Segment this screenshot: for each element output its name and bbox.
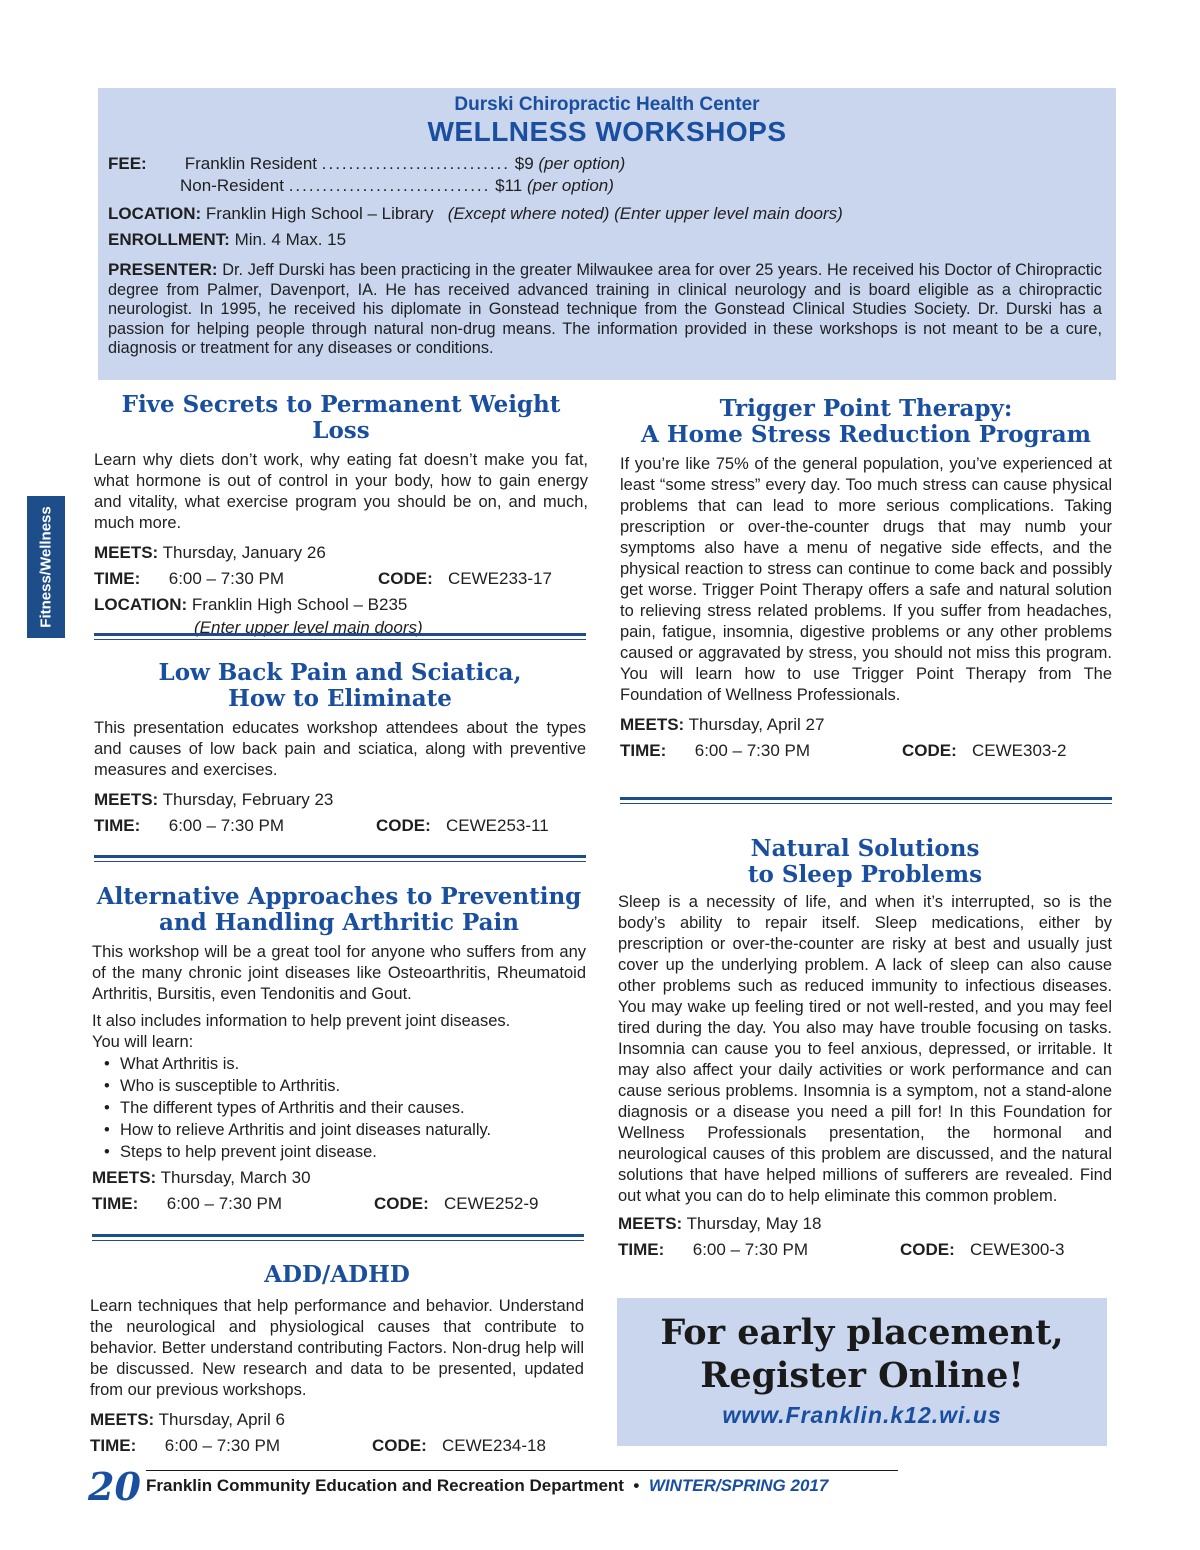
workshop-description: This presentation educates workshop attendees about the types and causes of low back pain and sciatica, along with preventive measures and exercises. [94,719,586,779]
code-label: CODE: [376,816,431,835]
list-item: • The different types of Arthritis and their causes. [104,1097,586,1119]
location-row [108,204,843,224]
meets-label: MEETS: [92,1168,157,1187]
nonresident-note: (per option) [526,176,614,195]
org-name: Durski Chiropractic Health Center [454,94,760,115]
time-value: 6:00 – 7:30 PM [168,569,285,588]
fee-label: FEE: [108,154,147,173]
meets-row [92,1165,586,1191]
section-side-tab [27,496,65,638]
workshop-title-line2: A Home Stress Reduction Program [641,421,1091,448]
location-value: Franklin High School – Library [205,204,434,223]
time-row [90,1433,584,1459]
code-value: CEWE233-17 [448,569,552,588]
resident-price: $9 [514,154,534,173]
workshop-description-3: You will learn: [92,1033,194,1051]
footer-text [146,1476,828,1496]
fee-nonresident-row [180,176,614,196]
enrollment-label: ENROLLMENT: [108,230,230,249]
meets-label: MEETS: [620,715,685,734]
section-divider [92,1234,584,1241]
location-label: LOCATION: [108,204,202,223]
list-item: • What Arthritis is. [104,1053,586,1075]
time-row [92,1191,586,1217]
meets-row [94,787,586,813]
meets-label: MEETS: [94,790,159,809]
time-label: TIME: [92,1194,139,1213]
register-online-box [617,1298,1107,1446]
code-value: CEWE234-18 [442,1436,546,1455]
workshop-description: Learn why diets don’t work, why eating fat doesn’t make you fat, what hormone is out of control in your body, how to gain energy and vitality, what exercise program you should be on, and much, much more. [94,451,588,532]
workshop-low-back-pain [94,660,586,839]
nonresident-label: Non-Resident [180,176,284,195]
time-row [94,566,588,592]
workshop-sleep-problems [618,836,1112,1263]
time-value: 6:00 – 7:30 PM [694,741,811,760]
workshop-description: If you’re like 75% of the general population, you’ve experienced at least “some stress” every day. Too much stress can cause physical problems that can lead to more serious complications. Taking prescription or over-the-counter drugs that may numb your symptoms also have a menu of negative side effects, and the physical reaction to stress can continue to come back and possibly get worse. Trigger Point Therapy offers a safe and natural solution to relieving stress related problems. If you suffer from headaches, pain, fatigue, insomnia, digestive problems or any other problems caused or aggravated by stress, you should not miss this program. You will learn how to use Trigger Point Therapy from The Foundation of Wellness Professionals. [620,455,1112,704]
meets-value: Thursday, April 6 [158,1410,285,1429]
season-label: WINTER/SPRING 2017 [648,1476,829,1495]
location-row [94,592,588,618]
time-label: TIME: [94,816,141,835]
workshop-title-line1: Trigger Point Therapy: [719,395,1013,422]
footer-bullet: • [633,1476,640,1495]
time-label: TIME: [620,741,667,760]
workshop-description: Sleep is a necessity of life, and when it’s interrupted, so is the body’s ability to repair itself. Sleep medications, either by prescription or over-the-counter are risky at best and usually just cover up the underlying problem. A lack of sleep can also cause other problems such as reduced immunity to infectious diseases. You may wake up feeling tired or not well-rested, and you may feel tired during the day. You also may have trouble focusing on tasks. Insomnia can cause you to feel anxious, depressed, or irritable. It may also affect your daily activities or work performance and can cause serious problems. Insomnia is a symptom, not a stand-alone diagnosis or a disease you need a pill for! In this Foundation for Wellness Professionals presentation, the hormonal and neurological causes of this problem are discussed, and the natural solutions that have helped millions of sufferers are revealed. Find out what you can do to help eliminate this common problem. [618,893,1112,1205]
workshop-trigger-point [620,396,1112,764]
location-note: (Enter upper level main doors) [194,618,423,637]
workshop-title-line1: Low Back Pain and Sciatica, [158,659,522,686]
register-line2: Register Online! [700,1355,1024,1396]
code-value: CEWE252-9 [444,1194,539,1213]
leader-dots: .............................. [288,176,491,195]
fee-resident-row [108,154,625,174]
meets-label: MEETS: [618,1214,683,1233]
presenter-text: Dr. Jeff Durski has been practicing in the greater Milwaukee area for over 25 years. He received his Doctor of Chiropractic degree from Palmer, Davenport, IA. He has received advanced training in clinical neurology and is board eligible as a chiropractic neurologist. In 1995, he received his diplomate in Gonstead technique from the Gonstead Clinical Studies Society. Dr. Durski has a passion for helping people through natural non-drug means. The information provided in these workshops is not meant to be a cure, diagnosis or treatment for any diseases or conditions. [108,261,1102,357]
workshop-title-line2: and Handling Arthritic Pain [158,909,519,936]
meets-row [618,1211,1112,1237]
list-item: • Steps to help prevent joint disease. [104,1141,586,1163]
time-label: TIME: [94,569,141,588]
time-label: TIME: [618,1240,665,1259]
workshop-arthritic-pain [92,884,586,1217]
section-divider [94,855,586,862]
footer-rule [146,1470,898,1471]
time-value: 6:00 – 7:30 PM [166,1194,283,1213]
code-label: CODE: [374,1194,429,1213]
workshop-weight-loss [94,392,588,638]
time-value: 6:00 – 7:30 PM [168,816,285,835]
time-value: 6:00 – 7:30 PM [692,1240,809,1259]
workshop-title-line2: to Sleep Problems [747,861,983,888]
side-tab-label: Fitness/Wellness [37,506,55,628]
meets-value: Thursday, April 27 [688,715,825,734]
wellness-header-box [98,88,1116,380]
workshop-add-adhd [90,1262,584,1459]
learn-list [92,1053,586,1163]
meets-row [620,712,1112,738]
resident-label: Franklin Resident [184,154,318,173]
workshop-title-line1: Natural Solutions [750,835,980,862]
meets-label: MEETS: [90,1410,155,1429]
department-name: Franklin Community Education and Recreation Department [146,1476,624,1495]
workshop-description: Learn techniques that help performance and behavior. Understand the neurological and physiological causes that contribute to behavior. Better understand contributing Factors. Non-drug help will be discussed. New research and data to be presented, updated from our previous workshops. [90,1297,584,1399]
meets-label: MEETS: [94,543,159,562]
time-row [94,813,586,839]
time-row [620,738,1112,764]
meets-row [94,540,588,566]
meets-value: Thursday, February 23 [162,790,334,809]
list-item: • Who is susceptible to Arthritis. [104,1075,586,1097]
code-label: CODE: [902,741,957,760]
time-value: 6:00 – 7:30 PM [164,1436,281,1455]
meets-value: Thursday, March 30 [160,1168,311,1187]
page-footer [88,1464,898,1508]
resident-note: (per option) [538,154,626,173]
workshop-description: This workshop will be a great tool for anyone who suffers from any of the many chronic joint diseases like Osteoarthritis, Rheumatoid Arthritis, Bursitis, even Tendonitis and Gout. [92,943,586,1003]
workshop-title: Five Secrets to Permanent Weight Loss [121,391,561,444]
code-value: CEWE303-2 [972,741,1067,760]
page-number: 20 [88,1464,141,1509]
register-line1: For early placement, [660,1312,1064,1353]
meets-value: Thursday, January 26 [162,543,326,562]
code-label: CODE: [900,1240,955,1259]
meets-row [90,1407,584,1433]
section-divider [620,797,1112,804]
code-label: CODE: [378,569,433,588]
presenter-label: PRESENTER: [108,260,218,279]
time-row [618,1237,1112,1263]
nonresident-price: $11 [495,176,523,195]
list-item: • How to relieve Arthritis and joint diseases naturally. [104,1119,586,1141]
presenter-paragraph [108,260,1102,359]
workshop-title: ADD/ADHD [264,1261,410,1288]
code-value: CEWE253-11 [446,816,549,835]
location-value: Franklin High School – B235 [191,595,408,614]
page-title: WELLNESS WORKSHOPS [427,116,787,147]
section-divider [94,633,586,640]
leader-dots: ............................ [321,154,510,173]
location-note: (Except where noted) (Enter upper level main doors) [447,204,843,223]
location-label: LOCATION: [94,595,188,614]
meets-value: Thursday, May 18 [686,1214,822,1233]
workshop-title-line2: How to Eliminate [228,685,452,712]
code-label: CODE: [372,1436,427,1455]
register-url-link[interactable]: www.Franklin.k12.wi.us [722,1402,1002,1428]
enrollment-row [108,230,346,250]
time-label: TIME: [90,1436,137,1455]
workshop-title-line1: Alternative Approaches to Preventing [96,883,582,910]
code-value: CEWE300-3 [970,1240,1065,1259]
workshop-description-2: It also includes information to help prevent joint diseases. [92,1012,511,1030]
enrollment-value: Min. 4 Max. 15 [234,230,347,249]
